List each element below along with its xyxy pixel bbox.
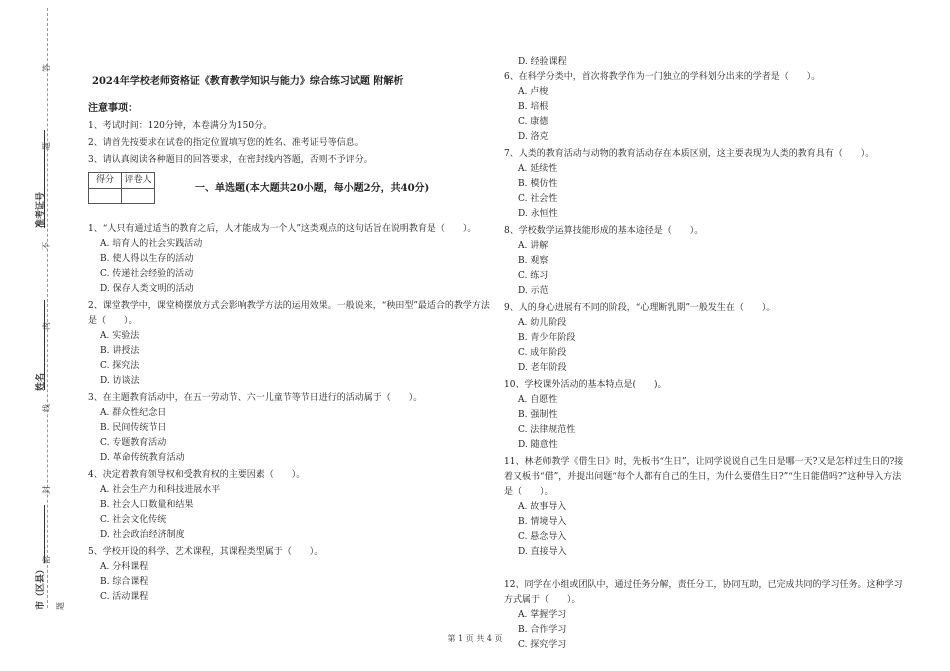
answer-option[interactable]: D. 示范 bbox=[518, 286, 549, 296]
answer-option[interactable]: C. 社会性 bbox=[518, 194, 558, 204]
answer-option[interactable]: B. 综合课程 bbox=[100, 577, 149, 587]
question-item bbox=[88, 545, 493, 605]
answer-option[interactable]: B. 讲授法 bbox=[100, 346, 140, 356]
seal-char: 题 bbox=[42, 142, 51, 150]
answer-option[interactable]: D. 革命传统教育活动 bbox=[100, 453, 185, 463]
answer-option[interactable]: B. 合作学习 bbox=[518, 625, 567, 635]
binding-margin bbox=[0, 0, 80, 671]
answer-option[interactable]: B. 民间传统节日 bbox=[100, 423, 167, 433]
label-xingming: 姓名 bbox=[36, 372, 46, 391]
question-text: 8、学校数学运算技能形成的基本途径是（ ）。 bbox=[504, 226, 704, 236]
answer-option[interactable]: A. 掌握学习 bbox=[518, 610, 567, 620]
question-item bbox=[88, 468, 493, 543]
seal-char: 密 bbox=[42, 556, 51, 564]
answer-option[interactable]: D. 洛克 bbox=[518, 132, 549, 142]
label-kaohao: 准考证号 bbox=[36, 191, 46, 228]
question-text: 4、决定着教育领导权和受教育权的主要因素（ ）。 bbox=[88, 470, 306, 480]
answer-option[interactable]: A. 群众性纪念日 bbox=[100, 408, 167, 418]
question-text: 2、课堂教学中，课堂椅摆放方式会影响教学方法的运用效果。一般说来，“秧田型”最适合的教学方法是（ ）。 bbox=[88, 301, 490, 326]
answer-option[interactable]: C. 成年阶段 bbox=[518, 348, 567, 358]
answer-option[interactable]: C. 活动课程 bbox=[100, 592, 149, 602]
left-column bbox=[88, 74, 493, 605]
seal-char: 题 bbox=[56, 602, 65, 610]
question-item bbox=[88, 299, 493, 389]
question-text: 7、人类的教育活动与动物的教育活动存在本质区别，这主要表现为人类的教育具有（ ）。 bbox=[504, 149, 875, 159]
question-item bbox=[504, 224, 909, 299]
answer-option[interactable]: A. 延续性 bbox=[518, 164, 558, 174]
note-item: 1、考试时间：120分钟，本卷满分为150分。 bbox=[88, 121, 273, 131]
answer-option[interactable]: C. 悬念导入 bbox=[518, 532, 567, 542]
answer-option[interactable]: C. 练习 bbox=[518, 271, 549, 281]
seal-char: 线 bbox=[42, 404, 51, 412]
answer-option[interactable]: C. 法律规范性 bbox=[518, 425, 576, 435]
question-text: 1、“人只有通过适当的教育之后，人才能成为一个人”这类观点的这句话旨在说明教育是（ ）。 bbox=[88, 224, 477, 234]
score-input-cell[interactable] bbox=[89, 189, 122, 204]
question-text: 10、学校课外活动的基本特点是( )。 bbox=[504, 380, 667, 390]
answer-option[interactable]: B. 模仿性 bbox=[518, 179, 558, 189]
answer-option[interactable]: B. 观察 bbox=[518, 256, 549, 266]
section-title: 一、单选题(本大题共20小题，每小题2分，共40分) bbox=[195, 182, 430, 194]
answer-option[interactable]: D. 访谈法 bbox=[100, 376, 140, 386]
question-list bbox=[504, 70, 909, 653]
answer-option[interactable]: B. 社会人口数量和结果 bbox=[100, 500, 194, 510]
answer-option[interactable]: A. 讲解 bbox=[518, 241, 549, 251]
answer-option[interactable]: C. 专题教育活动 bbox=[100, 438, 167, 448]
answer-option[interactable]: B. 强制性 bbox=[518, 410, 558, 420]
answer-option[interactable]: A. 分科课程 bbox=[100, 562, 149, 572]
question-text: 6、在科学分类中，首次将教学作为一门独立的学科划分出来的学者是（ ）。 bbox=[504, 72, 821, 82]
answer-option[interactable]: B. 培根 bbox=[518, 102, 549, 112]
question-item bbox=[88, 222, 493, 297]
score-table bbox=[88, 172, 155, 204]
answer-option[interactable]: A. 培育人的社会实践活动 bbox=[100, 239, 203, 249]
question-item bbox=[504, 301, 909, 376]
answer-option[interactable]: A. 自愿性 bbox=[518, 395, 558, 405]
answer-option[interactable]: B. 情境导入 bbox=[518, 517, 567, 527]
answer-option[interactable]: A. 实验法 bbox=[100, 331, 140, 341]
right-column bbox=[504, 55, 909, 653]
answer-option[interactable]: A. 故事导入 bbox=[518, 502, 567, 512]
answer-option[interactable]: C. 康德 bbox=[518, 117, 549, 127]
seal-char: 内 bbox=[42, 322, 51, 330]
document-title: 2024年学校老师资格证《教育教学知识与能力》综合练习试题 附解析 bbox=[92, 76, 404, 87]
grader-cell: 评卷人 bbox=[122, 173, 155, 189]
question-text: 9、人的身心进展有不同的阶段，“心理断乳期”一般发生在（ ）。 bbox=[504, 303, 776, 313]
question-text: 5、学校开设的科学、艺术课程，其课程类型属于（ ）。 bbox=[88, 547, 324, 557]
question-item bbox=[88, 391, 493, 466]
answer-option[interactable]: C. 传递社会经验的活动 bbox=[100, 269, 194, 279]
score-box bbox=[88, 172, 493, 204]
answer-option[interactable]: A. 社会生产力和科技进展水平 bbox=[100, 485, 221, 495]
question-text: 11、林老师教学《借生日》时，先板书“生日”，让同学说说自己生日是哪一天?又是怎样过生日的?接着又板书“借”，并提出问题“每个人都有自己的生日，为什么要借生日?”“生日能借吗?”这种导入方法是（ ）。 bbox=[504, 457, 904, 497]
note-item: 3、请认真阅读各种题目的回答要求，在密封线内答题，否则不予评分。 bbox=[88, 155, 373, 165]
question-item bbox=[504, 455, 909, 560]
seal-char: 封 bbox=[42, 486, 51, 494]
notes-title: 注意事项： bbox=[88, 103, 138, 114]
kaohao-line bbox=[44, 130, 45, 228]
answer-option[interactable]: A. 卢梭 bbox=[518, 87, 549, 97]
option: D. 经验课程 bbox=[518, 57, 567, 67]
answer-option[interactable]: C. 探究法 bbox=[100, 361, 140, 371]
grader-input-cell[interactable] bbox=[122, 189, 155, 204]
answer-option[interactable]: C. 探究学习 bbox=[518, 640, 567, 650]
answer-option[interactable]: D. 随意性 bbox=[518, 440, 558, 450]
question-item bbox=[504, 70, 909, 145]
quxian-line bbox=[44, 505, 45, 563]
note-item: 2、请首先按要求在试卷的指定位置填写您的姓名、准考证号等信息。 bbox=[88, 138, 364, 148]
page-footer: 第 1 页 共 4 页 bbox=[447, 634, 503, 643]
seal-char: 不 bbox=[42, 242, 51, 250]
question-item bbox=[504, 378, 909, 453]
answer-option[interactable]: D. 保存人类文明的活动 bbox=[100, 284, 194, 294]
question-text: 3、在主题教育活动中，在五一劳动节、六一儿童节等节日进行的活动属于（ ）。 bbox=[88, 393, 423, 403]
answer-option[interactable]: D. 社会政治经济制度 bbox=[100, 530, 185, 540]
question-list bbox=[88, 222, 493, 605]
seal-char: 答 bbox=[42, 64, 51, 72]
score-cell: 得分 bbox=[89, 173, 122, 189]
answer-option[interactable]: D. 直接导入 bbox=[518, 547, 567, 557]
answer-option[interactable]: B. 青少年阶段 bbox=[518, 333, 576, 343]
answer-option[interactable]: D. 老年阶段 bbox=[518, 363, 567, 373]
question-text: 12、同学在小组或团队中，通过任务分解，责任分工，协同互助，已完成共同的学习任务。这种学习方式属于（ ）。 bbox=[504, 580, 903, 605]
answer-option[interactable]: A. 幼儿阶段 bbox=[518, 318, 567, 328]
label-quxian: 市（区县） bbox=[36, 564, 46, 610]
seal-dash-line bbox=[47, 8, 48, 608]
answer-option[interactable]: B. 使人得以生存的活动 bbox=[100, 254, 194, 264]
xingming-line bbox=[44, 300, 45, 390]
answer-option[interactable]: D. 永恒性 bbox=[518, 209, 558, 219]
answer-option[interactable]: C. 社会文化传统 bbox=[100, 515, 167, 525]
question-item bbox=[504, 147, 909, 222]
